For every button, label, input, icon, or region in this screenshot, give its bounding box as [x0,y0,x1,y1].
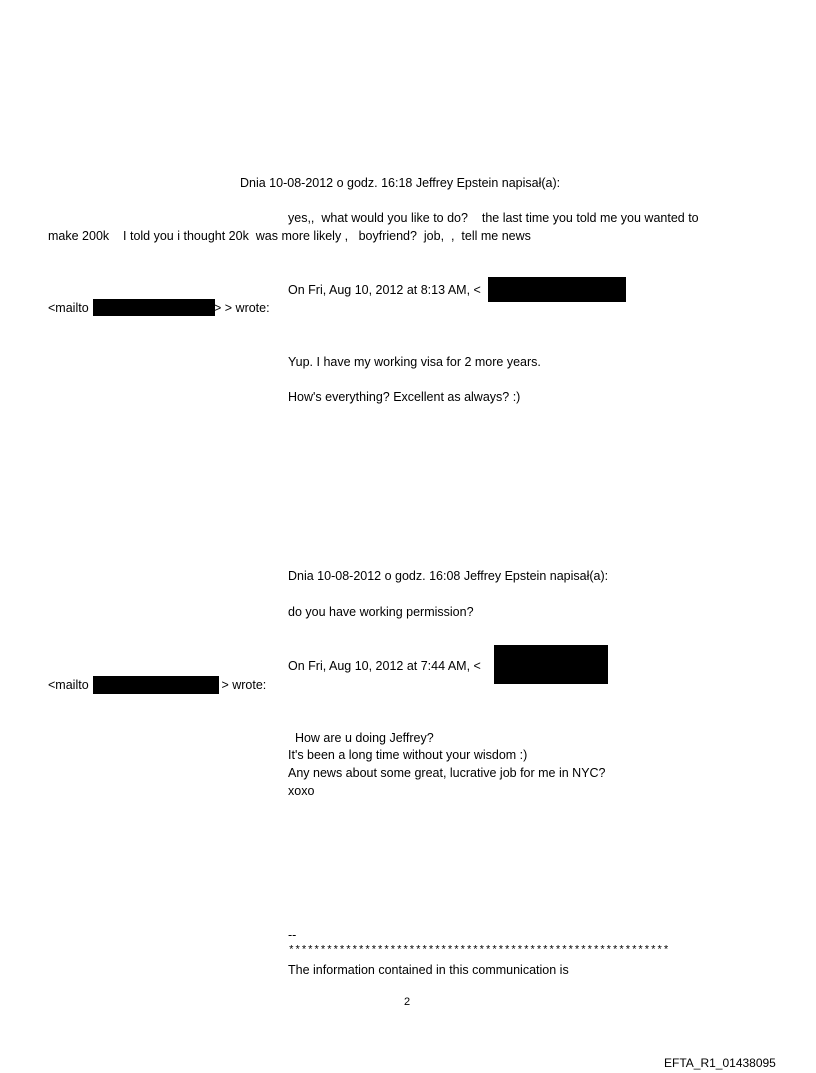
redaction-box [93,676,219,694]
body-line-3: How are u doing Jeffrey? [288,731,434,745]
reply-line-1: yes,, what would you like to do? the last time you told me you wanted to [288,211,699,225]
document-id: EFTA_R1_01438095 [664,1056,776,1070]
email-header-1: Dnia 10-08-2012 o godz. 16:18 Jeffrey Epstein napisał(a): [240,176,561,190]
redaction-box [93,299,215,316]
disclaimer-line: The information contained in this communication is [288,963,569,977]
email-header-2: Dnia 10-08-2012 o godz. 16:08 Jeffrey Epstein napisał(a): [288,569,609,583]
reply-line-2: make 200k I told you i thought 20k was more likely , boyfriend? job, , tell me news [48,229,531,243]
body-line-5: Any news about some great, lucrative job for me in NYC? [288,766,606,780]
mailto-prefix-2: <mailto [48,678,89,692]
on-date-line-2: On Fri, Aug 10, 2012 at 7:44 AM, < [288,659,481,673]
redaction-box [488,277,626,302]
mailto-suffix-1: > > wrote: [214,301,270,315]
body-line-4: It's been a long time without your wisdom :) [288,748,528,762]
redaction-box [494,645,608,684]
reply-line-3: do you have working permission? [288,605,474,619]
mailto-suffix-2: > wrote: [218,678,267,692]
body-line-6: xoxo [288,784,315,798]
page-number: 2 [404,996,411,1008]
on-date-line-1: On Fri, Aug 10, 2012 at 8:13 AM, < [288,283,481,297]
signature-stars: ************************************************************ [288,945,670,957]
signature-dash: -- [288,928,297,942]
mailto-prefix-1: <mailto [48,301,89,315]
body-line-2: How's everything? Excellent as always? :) [288,390,521,404]
body-line-1: Yup. I have my working visa for 2 more years. [288,355,541,369]
